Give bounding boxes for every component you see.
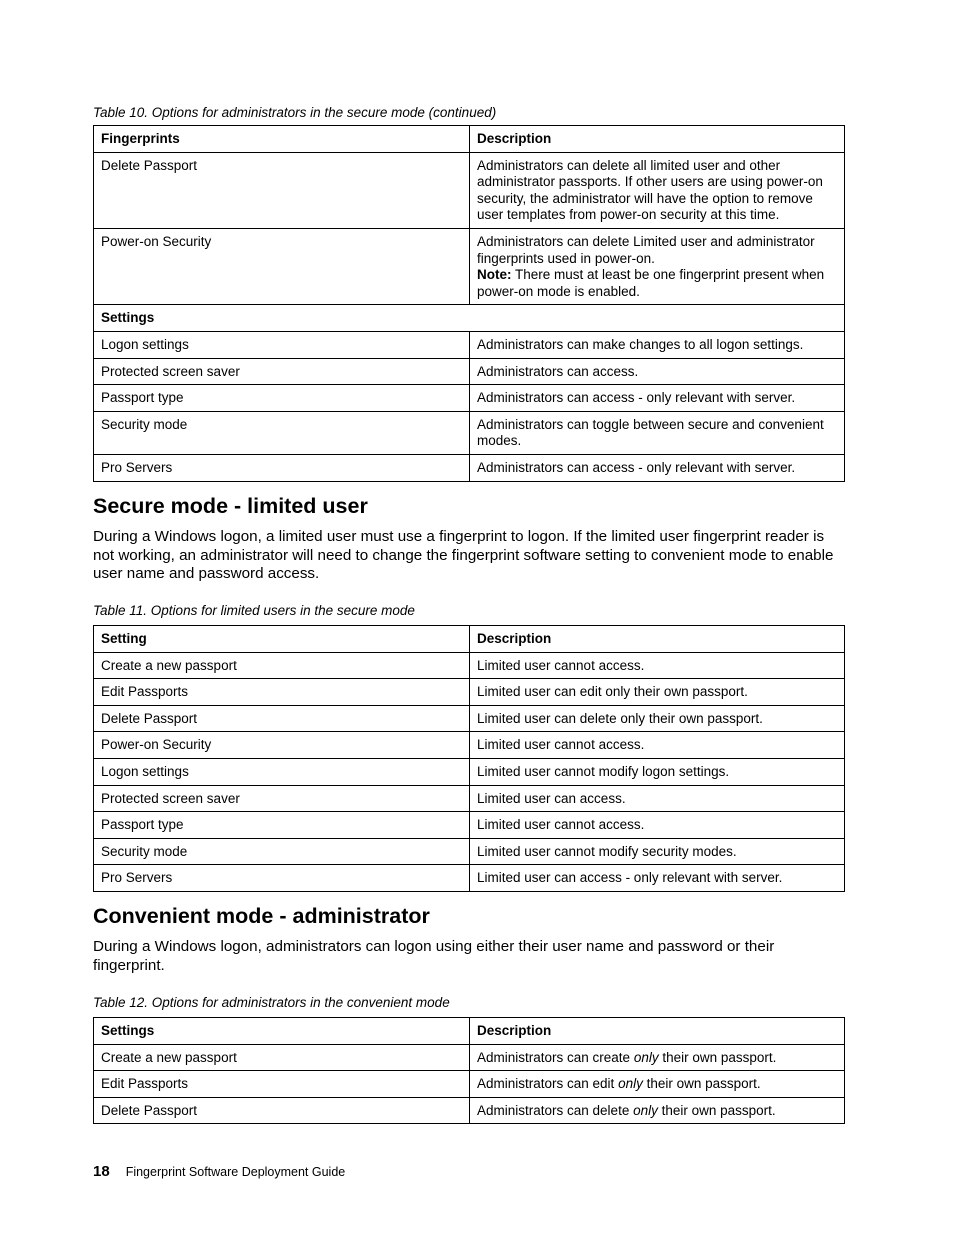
- table-row: [94, 1097, 845, 1124]
- setting-cell: Passport type: [94, 385, 470, 412]
- emphasis-text: only: [633, 1049, 659, 1065]
- setting-cell: Power-on Security: [94, 732, 470, 759]
- table-11-block: [93, 603, 845, 892]
- table-10-caption: Table 10. Options for administrators in the secure mode (continued): [93, 105, 497, 120]
- table-row: [94, 385, 845, 412]
- table-header-cell: Fingerprints: [94, 126, 470, 153]
- setting-cell: Delete Passport: [94, 1097, 470, 1124]
- setting-cell: Logon settings: [94, 331, 470, 358]
- page-number: 18: [93, 1163, 110, 1180]
- table-row: [94, 454, 845, 481]
- table-row: [94, 785, 845, 812]
- setting-cell: Edit Passports: [94, 1071, 470, 1098]
- description-cell: [470, 1044, 845, 1071]
- section-header-cell: Settings: [94, 305, 845, 332]
- table-header-cell: Settings: [94, 1018, 470, 1045]
- description-text: Administrators can create: [477, 1049, 634, 1065]
- section-paragraph: During a Windows logon, administrators can logon using either their user name and password or their fingerprint.: [93, 938, 775, 974]
- setting-cell: Protected screen saver: [94, 785, 470, 812]
- table-12-caption: Table 12. Options for administrators in the convenient mode: [93, 995, 450, 1010]
- table-10-block: [93, 105, 845, 482]
- setting-cell: Delete Passport: [94, 152, 470, 228]
- description-cell: Limited user cannot access.: [470, 652, 845, 679]
- setting-cell: Security mode: [94, 838, 470, 865]
- table-header-cell: Description: [470, 626, 845, 653]
- note-label: Note:: [477, 267, 512, 283]
- setting-cell: Logon settings: [94, 758, 470, 785]
- table-header-row: [94, 1018, 845, 1045]
- description-cell: Administrators can toggle between secure and convenient modes.: [470, 411, 845, 454]
- setting-cell: Security mode: [94, 411, 470, 454]
- table-12-block: [93, 995, 845, 1124]
- description-cell: Administrators can delete all limited user and other administrator passports. If other users are using power-on security, the administrator will have the option to remove user templates from power-on security at this time.: [470, 152, 845, 228]
- table-row: [94, 679, 845, 706]
- table-row: [94, 705, 845, 732]
- description-text: their own passport.: [658, 1049, 777, 1065]
- table-10: [93, 125, 845, 482]
- section-heading: Convenient mode - administrator: [93, 904, 430, 928]
- table-header-cell: Description: [470, 126, 845, 153]
- description-cell: Administrators can access - only relevant with server.: [470, 385, 845, 412]
- table-row: [94, 812, 845, 839]
- table-row: [94, 1044, 845, 1071]
- description-cell: Limited user can delete only their own passport.: [470, 705, 845, 732]
- table-row: [94, 358, 845, 385]
- table-row: [94, 411, 845, 454]
- table-row: [94, 331, 845, 358]
- description-cell: Limited user can access.: [470, 785, 845, 812]
- setting-cell: Power-on Security: [94, 228, 470, 304]
- setting-cell: Pro Servers: [94, 865, 470, 892]
- table-row: [94, 152, 845, 228]
- description-text: their own passport.: [642, 1076, 761, 1092]
- description-cell: [470, 228, 845, 304]
- setting-cell: Passport type: [94, 812, 470, 839]
- description-text: Administrators can delete: [477, 1102, 634, 1118]
- table-12: [93, 1017, 845, 1124]
- table-header-row: [94, 126, 845, 153]
- description-cell: Administrators can access - only relevant with server.: [470, 454, 845, 481]
- table-row: [94, 652, 845, 679]
- table-row: [94, 758, 845, 785]
- table-row: [94, 1071, 845, 1098]
- setting-cell: Create a new passport: [94, 652, 470, 679]
- description-text: Administrators can edit: [477, 1076, 619, 1092]
- description-text: their own passport.: [657, 1102, 776, 1118]
- description-cell: Limited user can access - only relevant with server.: [470, 865, 845, 892]
- section-row: [94, 305, 845, 332]
- page-footer: [93, 1163, 345, 1181]
- table-row: [94, 228, 845, 304]
- description-text: Administrators can delete Limited user and administrator fingerprints used in power-on.: [477, 233, 815, 266]
- description-cell: Limited user cannot modify security modes.: [470, 838, 845, 865]
- description-cell: [470, 1097, 845, 1124]
- table-row: [94, 732, 845, 759]
- description-cell: Limited user cannot modify logon settings.: [470, 758, 845, 785]
- setting-cell: Edit Passports: [94, 679, 470, 706]
- table-11: [93, 625, 845, 892]
- description-cell: Limited user cannot access.: [470, 732, 845, 759]
- note-text: There must at least be one fingerprint present when power-on mode is enabled.: [477, 267, 825, 299]
- section-heading: Secure mode - limited user: [93, 494, 368, 518]
- setting-cell: Create a new passport: [94, 1044, 470, 1071]
- table-header-cell: Setting: [94, 626, 470, 653]
- table-11-caption: Table 11. Options for limited users in the secure mode: [93, 603, 415, 618]
- document-title: Fingerprint Software Deployment Guide: [125, 1165, 346, 1179]
- emphasis-text: only: [618, 1076, 643, 1092]
- convenient-mode-administrator-section: [93, 903, 845, 975]
- description-cell: Limited user can edit only their own passport.: [470, 679, 845, 706]
- description-cell: Limited user cannot access.: [470, 812, 845, 839]
- setting-cell: Protected screen saver: [94, 358, 470, 385]
- setting-cell: Pro Servers: [94, 454, 470, 481]
- section-paragraph: During a Windows logon, a limited user must use a fingerprint to logon. If the limited user fingerprint reader is not working, an administrator will need to change the fingerprint software setting to convenient mode to enable user name and password access.: [93, 528, 834, 583]
- description-cell: Administrators can access.: [470, 358, 845, 385]
- table-header-row: [94, 626, 845, 653]
- description-cell: Administrators can make changes to all logon settings.: [470, 331, 845, 358]
- table-row: [94, 865, 845, 892]
- secure-mode-limited-user-section: [93, 493, 845, 584]
- table-header-cell: Description: [470, 1018, 845, 1045]
- description-cell: [470, 1071, 845, 1098]
- setting-cell: Delete Passport: [94, 705, 470, 732]
- table-row: [94, 838, 845, 865]
- emphasis-text: only: [633, 1102, 658, 1118]
